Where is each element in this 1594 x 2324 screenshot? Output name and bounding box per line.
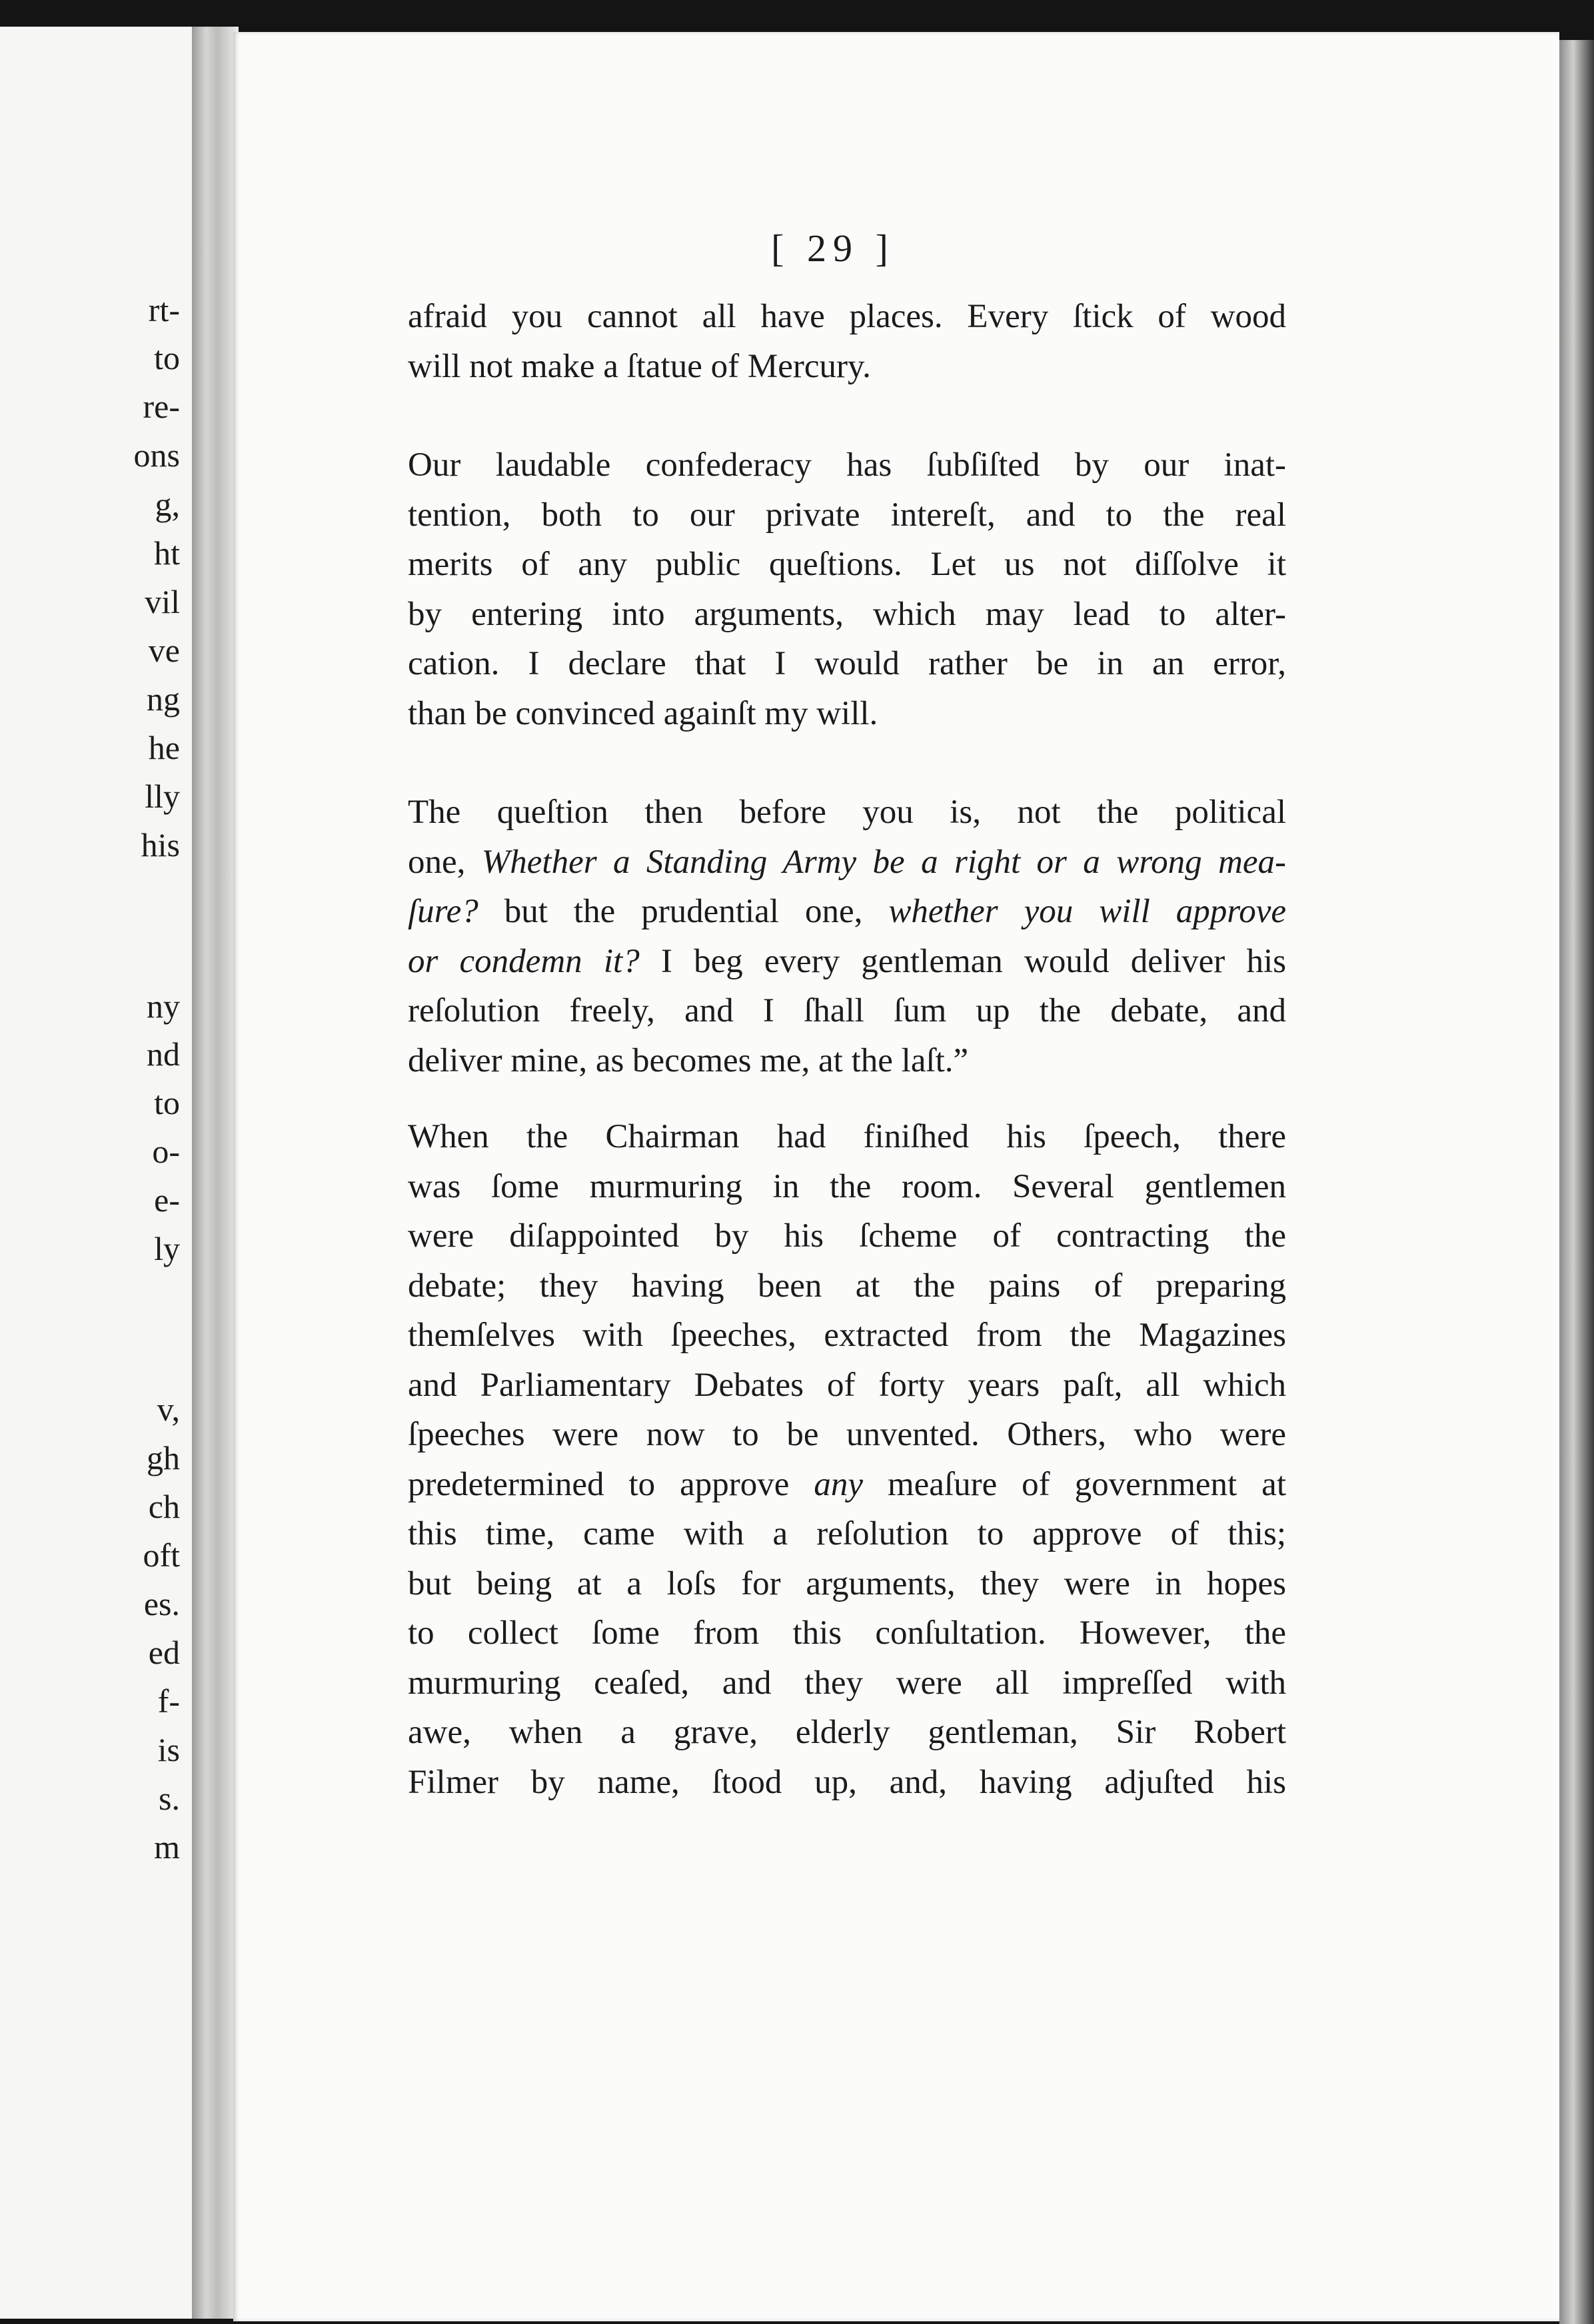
paragraph-2 <box>408 440 1286 738</box>
text-line <box>408 887 1286 937</box>
facing-line-fragment: f- <box>157 1682 180 1720</box>
text-line: by entering into arguments, which may lead to alter- <box>408 595 1286 633</box>
text-line: were diſappointed by his ſcheme of contracting the <box>408 1217 1286 1255</box>
text-line: merits of any public queſtions. Let us not diſſolve it <box>408 546 1286 583</box>
text-line: than be convinced againſt my will. <box>408 694 878 732</box>
text-line: themſelves with ſpeeches, extracted from the Magazines <box>408 1317 1286 1354</box>
paragraph-1 <box>408 292 1286 391</box>
facing-line-fragment: to <box>154 1084 180 1121</box>
text-line: The queſtion then before you is, not the political <box>408 794 1286 831</box>
facing-line-fragment: lly <box>145 778 180 815</box>
facing-line-fragment: ed <box>148 1634 180 1671</box>
facing-line-fragment: rt- <box>148 291 180 328</box>
page-edge <box>1559 40 1594 2324</box>
facing-line-fragment: ht <box>154 534 180 572</box>
facing-line-fragment: is <box>157 1731 180 1768</box>
text-run: I beg every gentleman would deliver his <box>639 942 1287 980</box>
text-line: was ſome murmuring in the room. Several gentlemen <box>408 1167 1286 1205</box>
text-line: tention, both to our private intereſt, and to the real <box>408 496 1286 534</box>
book-gutter <box>192 27 239 2319</box>
text-line: When the Chairman had finiſhed his ſpeech, there <box>408 1118 1286 1155</box>
text-run: one, <box>408 843 482 881</box>
text-line: awe, when a grave, elderly gentleman, Sir Robert <box>408 1714 1286 1751</box>
text-line: this time, came with a reſolution to approve of this; <box>408 1515 1286 1552</box>
paragraph-3 <box>408 788 1286 1085</box>
text-line <box>408 838 1286 887</box>
text-run: meaſure of government at <box>863 1465 1286 1503</box>
facing-line-fragment: oft <box>143 1536 180 1574</box>
text-run: predetermined to approve <box>408 1465 814 1503</box>
text-line: Filmer by name, ſtood up, and, having adjuſted his <box>408 1763 1286 1801</box>
text-line: afraid you cannot all have places. Every ſtick of wood <box>408 298 1286 335</box>
facing-line-fragment: m <box>154 1828 180 1866</box>
facing-line-fragment: to <box>154 339 180 376</box>
facing-line-fragment: ly <box>154 1230 180 1267</box>
text-line: but being at a loſs for arguments, they were in hopes <box>408 1564 1286 1602</box>
facing-line-fragment: e- <box>154 1181 180 1219</box>
text-line: ſpeeches were now to be unvented. Others, who were <box>408 1416 1286 1453</box>
text-line: reſolution freely, and I ſhall ſum up the debate, and <box>408 992 1286 1029</box>
facing-line-fragment: vil <box>145 583 180 620</box>
text-line: debate; they having been at the pains of preparing <box>408 1267 1286 1305</box>
facing-line-fragment: v, <box>157 1391 180 1428</box>
facing-line-fragment: gh <box>147 1439 180 1476</box>
text-line: to collect ſome from this conſultation. However, the <box>408 1614 1286 1652</box>
text-line: Our laudable confederacy has ſubſiſted by our inat- <box>408 446 1286 484</box>
facing-line-fragment: ons <box>133 436 180 474</box>
facing-line-fragment: his <box>141 826 180 864</box>
page-body-text <box>408 292 1286 1807</box>
page-number-header: [ 29 ] <box>771 227 895 270</box>
facing-line-fragment: re- <box>143 388 180 425</box>
text-line <box>408 1460 1286 1510</box>
paragraph-4 <box>408 1112 1286 1807</box>
text-run: but the prudential one, <box>478 893 889 930</box>
facing-line-fragment: g, <box>155 486 180 523</box>
italic-question: whether you will approve <box>888 893 1286 930</box>
text-line: deliver mine, as becomes me, at the laſt.” <box>408 1041 969 1079</box>
facing-line-fragment: ny <box>147 987 180 1025</box>
facing-line-fragment: o- <box>152 1133 180 1170</box>
facing-line-fragment: he <box>148 729 180 766</box>
text-line: will not make a ſtatue of Mercury. <box>408 347 871 385</box>
text-line: and Parliamentary Debates of forty years paſt, all which <box>408 1366 1286 1404</box>
italic-question: Whether a Standing Army be a right or a wrong mea- <box>481 843 1287 881</box>
facing-line-fragment: es. <box>143 1585 180 1622</box>
text-line: cation. I declare that I would rather be in an error, <box>408 645 1286 682</box>
italic-word: any <box>814 1465 863 1503</box>
italic-question-end: ſure? <box>408 893 478 930</box>
facing-page-fragment <box>0 27 200 2319</box>
facing-line-fragment: ch <box>148 1488 180 1525</box>
facing-line-fragment: ng <box>147 680 180 718</box>
italic-question-end: or condemn it? <box>408 942 640 980</box>
text-line: murmuring ceaſed, and they were all impreſſed with <box>408 1664 1286 1702</box>
facing-line-fragment: s. <box>159 1780 180 1817</box>
facing-line-fragment: ve <box>148 632 180 669</box>
facing-line-fragment: nd <box>147 1035 180 1073</box>
text-line <box>408 937 1286 987</box>
